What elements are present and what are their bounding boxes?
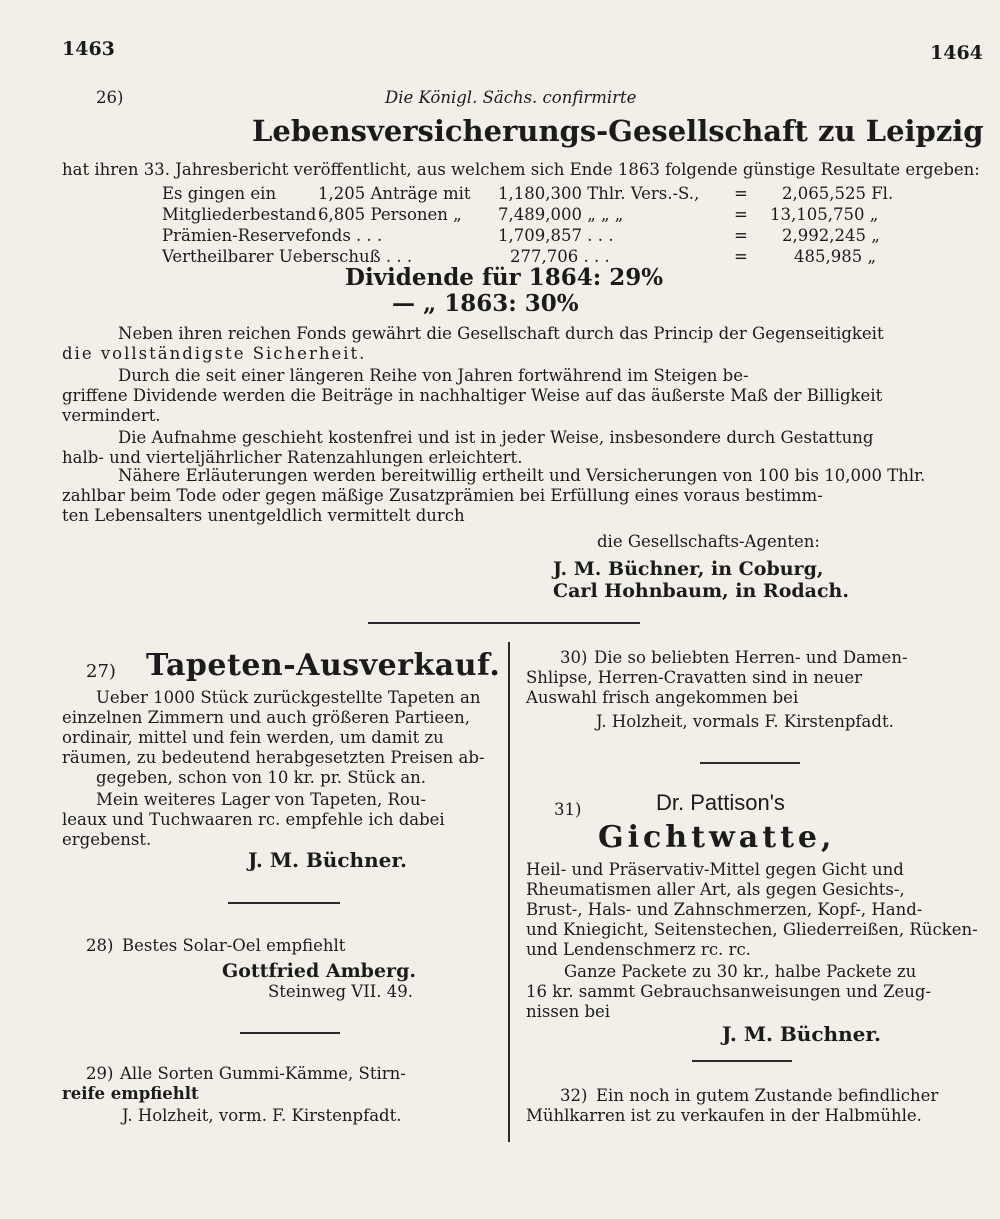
agents-label: die Gesellschafts-Agenten: <box>597 532 820 551</box>
ad-number: 26) <box>96 88 124 107</box>
row-b: 277,706 . . . <box>510 247 610 266</box>
ad-line: räumen, zu bedeutend herabgesetzten Preisen ab- <box>62 748 485 767</box>
ad-line: Ganze Packete zu 30 kr., halbe Packete zu <box>564 962 917 981</box>
row-c: 2,992,245 „ <box>782 226 880 245</box>
ad-line: reife empfiehlt <box>62 1084 199 1103</box>
ad-line: Mein weiteres Lager von Tapeten, Rou- <box>96 790 427 809</box>
ad-address: Steinweg VII. 49. <box>268 982 413 1001</box>
row-a: 1,205 Anträge mit <box>318 184 471 203</box>
ad-line: nissen bei <box>526 1002 611 1021</box>
separator-rule <box>228 902 340 904</box>
row-c: 485,985 „ <box>794 247 877 266</box>
row-b: 1,709,857 . . . <box>498 226 614 245</box>
ad-line: Auswahl frisch angekommen bei <box>526 688 799 707</box>
paragraph-line: halb- und vierteljährlicher Ratenzahlungen erleichtert. <box>62 448 523 467</box>
ad-line: Die so beliebten Herren- und Damen- <box>594 648 908 667</box>
page-number-left: 1463 <box>62 38 115 60</box>
column-divider <box>508 642 510 1142</box>
ad-line: Ueber 1000 Stück zurückgestellte Tapeten an <box>96 688 481 707</box>
agent-name: J. M. Büchner, in Coburg, <box>553 558 824 580</box>
ad-line: und Lendenschmerz rc. rc. <box>526 940 751 959</box>
row-label: Mitgliederbestand <box>162 205 317 224</box>
ad-line: ordinair, mittel und fein werden, um damit zu <box>62 728 444 747</box>
row-eq: = <box>734 184 748 203</box>
paragraph-line: Die Aufnahme geschieht kostenfrei und ist in jeder Weise, insbesondere durch Gestattung <box>118 428 874 447</box>
ad-line: Mühlkarren ist zu verkaufen in der Halbmühle. <box>526 1106 922 1125</box>
agent-name: Carl Hohnbaum, in Rodach. <box>553 580 849 602</box>
ad-line: Ein noch in gutem Zustande befindlicher <box>596 1086 939 1105</box>
ad-number: 27) <box>86 661 116 682</box>
ad-name: Gottfried Amberg. <box>222 960 416 982</box>
ad-line: Alle Sorten Gummi-Kämme, Stirn- <box>120 1064 406 1083</box>
paragraph-line: die vollständigste Sicherheit. <box>62 344 367 363</box>
ad-line: einzelnen Zimmern und auch größeren Partieen, <box>62 708 470 727</box>
row-label: Es gingen ein <box>162 184 277 203</box>
ad-number: 31) <box>554 800 582 819</box>
row-b: 7,489,000 „ „ „ <box>498 205 624 224</box>
paragraph-line: vermindert. <box>62 406 161 425</box>
ad-line: Brust-, Hals- und Zahnschmerzen, Kopf-, Hand- <box>526 900 923 919</box>
ad-line: Shlipse, Herren-Cravatten sind in neuer <box>526 668 863 687</box>
ad-line: Bestes Solar-Oel empfiehlt <box>122 936 346 955</box>
row-eq: = <box>734 247 748 266</box>
ad-number: 28) <box>86 936 114 955</box>
ad-line: ergebenst. <box>62 830 152 849</box>
row-label: Prämien-Reservefonds . . . <box>162 226 383 245</box>
ad-line: und Kniegicht, Seitenstechen, Gliederreißen, Rücken- <box>526 920 978 939</box>
ad-number: 32) <box>560 1086 588 1105</box>
ad-title: Tapeten-Ausverkauf. <box>146 648 501 683</box>
row-b: 1,180,300 Thlr. Vers.-S., <box>498 184 700 203</box>
dividend-1864: Dividende für 1864: 29% <box>345 264 664 291</box>
dividend-1863: — „ 1863: 30% <box>392 290 579 317</box>
separator-rule <box>700 762 800 764</box>
row-label: Vertheilbarer Ueberschuß . . . <box>162 247 413 266</box>
ad-title: Lebensversicherungs-Gesellschaft zu Leipzig <box>252 114 984 148</box>
ad-heading-line: Die Königl. Sächs. confirmirte <box>385 88 637 107</box>
ad-number: 30) <box>560 648 588 667</box>
row-eq: = <box>734 205 748 224</box>
ad-signature: J. M. Büchner. <box>248 848 407 872</box>
separator-rule <box>692 1060 792 1062</box>
ad-number: 29) <box>86 1064 114 1083</box>
separator-rule <box>368 622 640 624</box>
ad-line: Heil- und Präservativ-Mittel gegen Gicht und <box>526 860 904 879</box>
paragraph-line: ten Lebensalters unentgeldlich vermittelt durch <box>62 506 465 525</box>
paragraph-line: Durch die seit einer längeren Reihe von Jahren fortwährend im Steigen be- <box>118 366 749 385</box>
ad-line: Rheumatismen aller Art, als gegen Gesichts-, <box>526 880 905 899</box>
ad-line: gegeben, schon von 10 kr. pr. Stück an. <box>96 768 427 787</box>
paragraph-line: zahlbar beim Tode oder gegen mäßige Zusatzprämien bei Erfüllung eines voraus bestimm- <box>62 486 823 505</box>
separator-rule <box>240 1032 340 1034</box>
paragraph-line: Nähere Erläuterungen werden bereitwillig ertheilt und Versicherungen von 100 bis 10,000 Thlr. <box>118 466 926 485</box>
ad-line: leaux und Tuchwaaren rc. empfehle ich dabei <box>62 810 445 829</box>
ad-title: Gichtwatte, <box>598 820 836 855</box>
row-a: 6,805 Personen „ <box>318 205 462 224</box>
row-c: 13,105,750 „ <box>770 205 879 224</box>
paragraph-line: Neben ihren reichen Fonds gewährt die Gesellschaft durch das Princip der Gegenseitigkeit <box>118 324 884 343</box>
row-c: 2,065,525 Fl. <box>782 184 894 203</box>
ad-line: 16 kr. sammt Gebrauchsanweisungen und Zeug- <box>526 982 932 1001</box>
ad-signature: J. Holzheit, vormals F. Kirstenpfadt. <box>596 712 894 731</box>
ad-intro: hat ihren 33. Jahresbericht veröffentlicht, aus welchem sich Ende 1863 folgende günstige Resultate ergeben: <box>62 160 980 179</box>
ad-signature: J. Holzheit, vorm. F. Kirstenpfadt. <box>122 1106 402 1125</box>
row-eq: = <box>734 226 748 245</box>
page-number-right: 1464 <box>930 42 983 64</box>
ad-signature: J. M. Büchner. <box>722 1022 881 1046</box>
paragraph-line: griffene Dividende werden die Beiträge in nachhaltiger Weise auf das äußerste Maß der Billigkeit <box>62 386 883 405</box>
ad-name: Dr. Pattison's <box>656 790 785 815</box>
